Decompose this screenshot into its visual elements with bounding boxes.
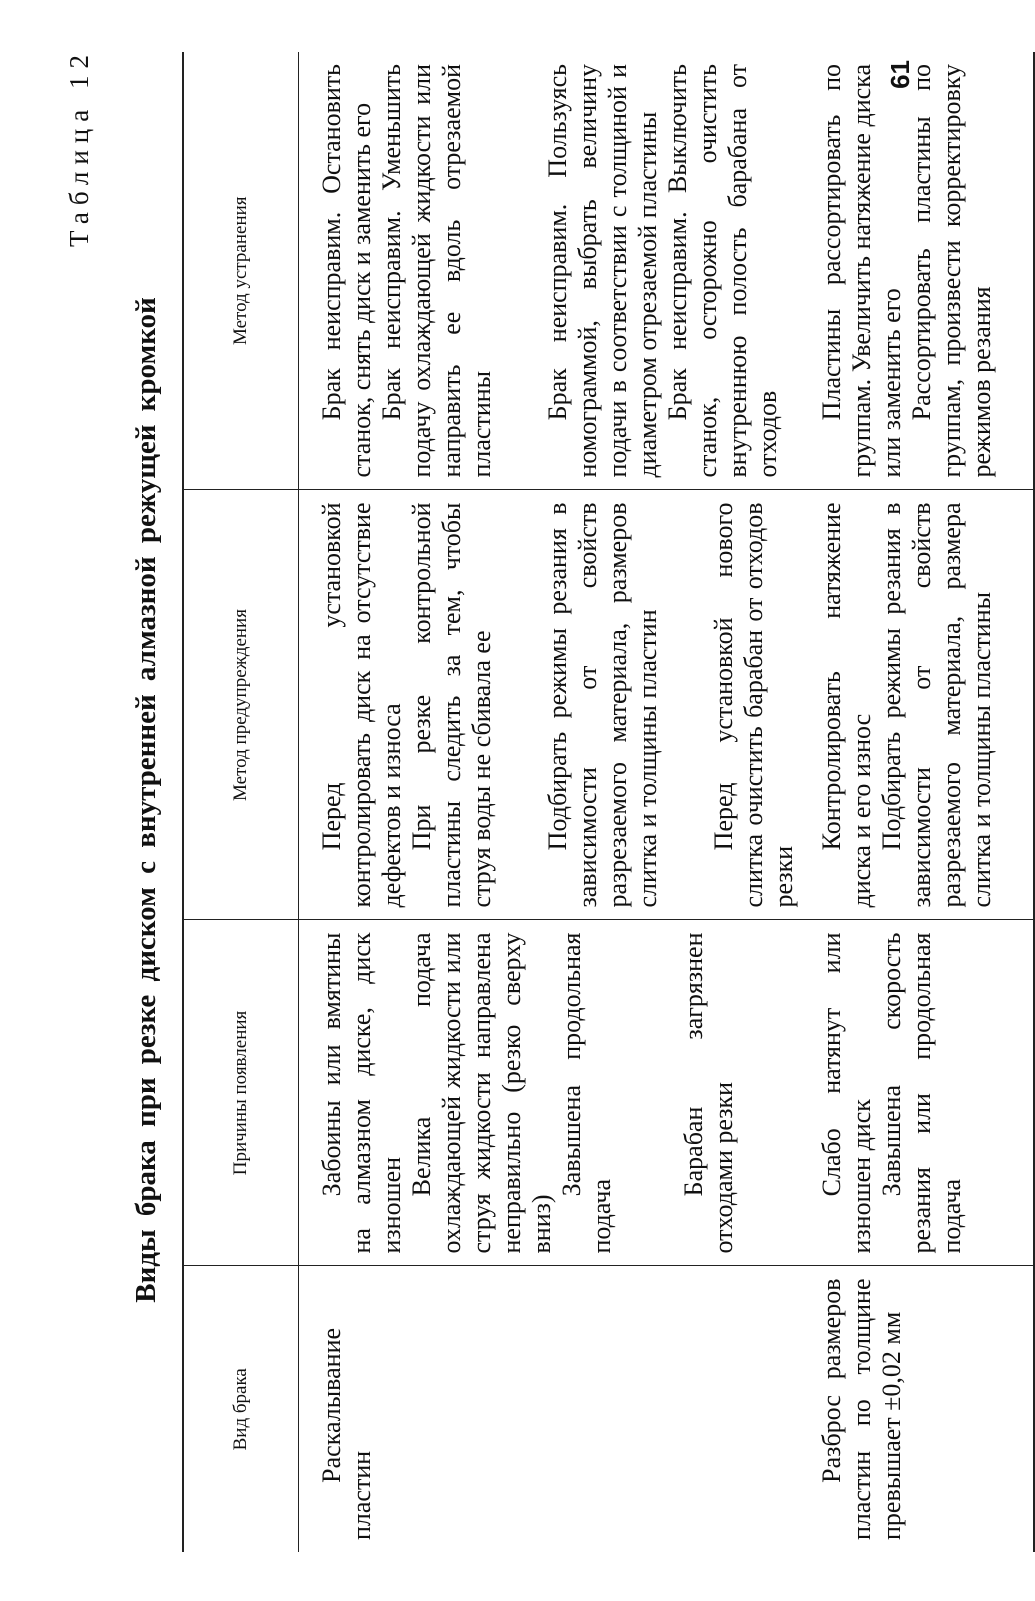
table-label: Таблица 12 bbox=[64, 48, 94, 247]
causes-cell bbox=[299, 920, 800, 1266]
prevention-cell bbox=[799, 490, 1034, 920]
cause-text: Завышена продольная подача bbox=[557, 932, 616, 1254]
defects-table bbox=[182, 52, 1035, 1552]
header-prevention: Метод предупреждения bbox=[183, 490, 299, 920]
cause-text: Барабан загрязнен отходами резки bbox=[679, 932, 738, 1254]
cause-text: Слабо натянут или изношен диск bbox=[817, 932, 876, 1254]
remedy-text: Брак неисправим. Уменьшить подачу охлаждающей жидкости или направить ее вдоль отрезаемой пластины bbox=[377, 64, 496, 478]
defect-type-cell bbox=[799, 1266, 1034, 1552]
remedy-text: Пластины рассортировать по группам. Увеличить натяжение диска или заменить его bbox=[817, 64, 906, 478]
header-row bbox=[183, 52, 299, 1552]
prevention-text: При резке контрольной пластины следить за тем, чтобы струя воды не сбивала ее bbox=[407, 502, 496, 908]
table-row bbox=[799, 52, 1034, 1552]
remedy-cell bbox=[799, 52, 1034, 490]
prevention-text: Подбирать режимы резания в зависимости от свойств разрезаемого материала, размеров слитка и толщины пластин bbox=[543, 502, 662, 908]
cause-text: Забоины или вмятины на алмазном диске, диск изношен bbox=[317, 932, 406, 1254]
header-defect-type: Вид брака bbox=[183, 1266, 299, 1552]
defect-type: Разброс размеров пластин по толщине превышает ±0,02 мм bbox=[817, 1278, 906, 1540]
cause-text: Завышена скорость резания или продольная подача bbox=[877, 932, 966, 1254]
rotated-page bbox=[60, 40, 996, 1560]
defect-type-cell bbox=[299, 1266, 800, 1552]
table-row bbox=[299, 52, 800, 1552]
prevention-cell bbox=[299, 490, 800, 920]
remedy-text: Брак неисправим. Остановить станок, снять диск и заменить его bbox=[317, 64, 376, 478]
defect-type: Раскалывание пластин bbox=[317, 1327, 376, 1540]
remedy-cell bbox=[299, 52, 800, 490]
causes-cell bbox=[799, 920, 1034, 1266]
prevention-text: Контролировать натяжение диска и его износ bbox=[817, 502, 876, 908]
cause-text: Велика подача охлаждающей жидкости или струя жидкости направлена неправильно (резко сверху вниз) bbox=[407, 932, 556, 1254]
prevention-text: Перед установкой контролировать диск на отсутствие дефектов и износа bbox=[317, 502, 406, 908]
prevention-text: Подбирать режимы резания в зависимости от свойств разрезаемого материала, размера слитка и толщины пластины bbox=[877, 502, 996, 908]
remedy-text: Брак неисправим. Выключить станок, осторожно очистить внутреннюю полость барабана от отходов bbox=[663, 64, 782, 478]
header-remedy: Метод устранения bbox=[183, 52, 299, 490]
page-number: 61 bbox=[885, 60, 915, 89]
remedy-text: Брак неисправим. Пользуясь номограммой, выбрать величину подачи в соответствии с толщиной и диаметром отрезаемой пластины bbox=[543, 64, 662, 478]
header-causes: Причины появления bbox=[183, 920, 299, 1266]
prevention-text: Перед установкой нового слитка очистить барабан от отходов резки bbox=[709, 502, 798, 908]
table-title: Виды брака при резке диском с внутренней алмазной режущей кромкой bbox=[130, 297, 162, 1303]
remedy-text: Рассортировать пластины по группам, произвести корректировку режимов резания bbox=[907, 64, 996, 478]
